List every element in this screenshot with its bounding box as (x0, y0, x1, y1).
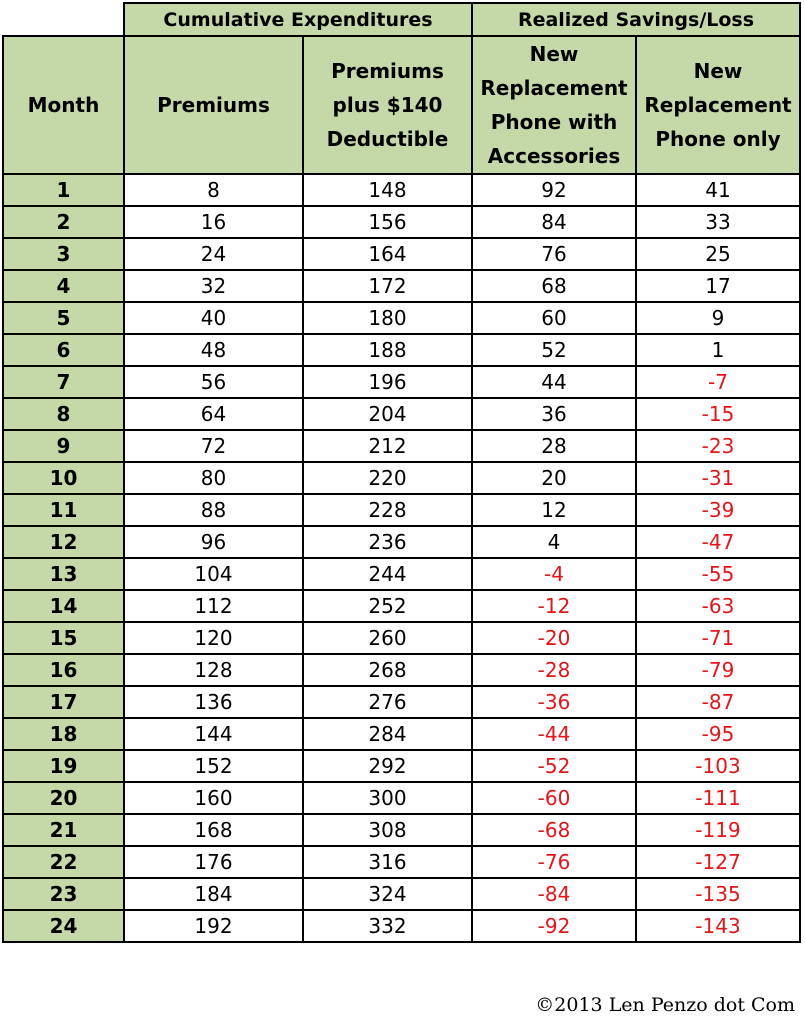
premiums-cell: 144 (124, 718, 303, 750)
month-cell: 8 (3, 398, 124, 430)
premiums-plus-deductible-cell: 260 (303, 622, 472, 654)
phone-with-accessories-cell: -52 (472, 750, 636, 782)
phone-with-accessories-cell: -60 (472, 782, 636, 814)
table-row (3, 494, 800, 526)
premiums-cell: 16 (124, 206, 303, 238)
premiums-cell: 72 (124, 430, 303, 462)
phone-only-cell: -119 (636, 814, 800, 846)
table-row (3, 846, 800, 878)
premiums-cell: 128 (124, 654, 303, 686)
premiums-cell: 120 (124, 622, 303, 654)
phone-only-cell: -47 (636, 526, 800, 558)
premiums-plus-deductible-cell: 252 (303, 590, 472, 622)
month-cell: 3 (3, 238, 124, 270)
premiums-plus-deductible-cell: 196 (303, 366, 472, 398)
phone-with-accessories-cell: 44 (472, 366, 636, 398)
column-header-phone-with-accessories: New Replacement Phone with Accessories (472, 36, 636, 174)
month-cell: 18 (3, 718, 124, 750)
premiums-cell: 160 (124, 782, 303, 814)
phone-only-cell: -7 (636, 366, 800, 398)
month-cell: 2 (3, 206, 124, 238)
phone-with-accessories-cell: -76 (472, 846, 636, 878)
month-cell: 24 (3, 910, 124, 942)
month-cell: 9 (3, 430, 124, 462)
month-cell: 4 (3, 270, 124, 302)
column-header-row (3, 36, 800, 174)
month-cell: 23 (3, 878, 124, 910)
premiums-plus-deductible-cell: 164 (303, 238, 472, 270)
premiums-plus-deductible-cell: 268 (303, 654, 472, 686)
phone-with-accessories-cell: -84 (472, 878, 636, 910)
phone-only-cell: 33 (636, 206, 800, 238)
premiums-plus-deductible-cell: 180 (303, 302, 472, 334)
month-cell: 13 (3, 558, 124, 590)
premiums-plus-deductible-cell: 244 (303, 558, 472, 590)
table-row (3, 366, 800, 398)
phone-only-cell: -135 (636, 878, 800, 910)
phone-only-cell: -103 (636, 750, 800, 782)
phone-with-accessories-cell: -12 (472, 590, 636, 622)
phone-only-cell: 41 (636, 174, 800, 206)
phone-only-cell: -111 (636, 782, 800, 814)
phone-with-accessories-cell: 28 (472, 430, 636, 462)
month-cell: 5 (3, 302, 124, 334)
table-row (3, 462, 800, 494)
premiums-plus-deductible-cell: 316 (303, 846, 472, 878)
phone-only-cell: -87 (636, 686, 800, 718)
phone-with-accessories-cell: 12 (472, 494, 636, 526)
copyright-notice: ©2013 Len Penzo dot Com (535, 994, 795, 1016)
phone-with-accessories-cell: 36 (472, 398, 636, 430)
phone-with-accessories-cell: 68 (472, 270, 636, 302)
phone-with-accessories-cell: -4 (472, 558, 636, 590)
phone-with-accessories-cell: 52 (472, 334, 636, 366)
column-header-month: Month (3, 36, 124, 174)
phone-only-cell: -31 (636, 462, 800, 494)
phone-only-cell: -71 (636, 622, 800, 654)
phone-only-cell: -55 (636, 558, 800, 590)
group-header-row (3, 3, 800, 36)
premiums-plus-deductible-cell: 188 (303, 334, 472, 366)
table-row (3, 270, 800, 302)
premiums-plus-deductible-cell: 148 (303, 174, 472, 206)
table-row (3, 878, 800, 910)
month-cell: 1 (3, 174, 124, 206)
month-cell: 7 (3, 366, 124, 398)
group-header-expenditures: Cumulative Expenditures (124, 3, 472, 36)
column-header-premiums-plus-deductible: Premiums plus $140 Deductible (303, 36, 472, 174)
premiums-plus-deductible-cell: 228 (303, 494, 472, 526)
table-row (3, 558, 800, 590)
group-header-savings: Realized Savings/Loss (472, 3, 800, 36)
phone-only-cell: -127 (636, 846, 800, 878)
phone-with-accessories-cell: -68 (472, 814, 636, 846)
premiums-cell: 32 (124, 270, 303, 302)
month-cell: 16 (3, 654, 124, 686)
premiums-plus-deductible-cell: 332 (303, 910, 472, 942)
table-row (3, 334, 800, 366)
column-header-phone-only: New Replacement Phone only (636, 36, 800, 174)
premiums-cell: 104 (124, 558, 303, 590)
premiums-plus-deductible-cell: 308 (303, 814, 472, 846)
table-row (3, 174, 800, 206)
phone-with-accessories-cell: 4 (472, 526, 636, 558)
premiums-cell: 168 (124, 814, 303, 846)
premiums-cell: 48 (124, 334, 303, 366)
phone-with-accessories-cell: -20 (472, 622, 636, 654)
phone-only-cell: -95 (636, 718, 800, 750)
phone-only-cell: -39 (636, 494, 800, 526)
table-row (3, 622, 800, 654)
premiums-plus-deductible-cell: 324 (303, 878, 472, 910)
month-cell: 14 (3, 590, 124, 622)
table-row (3, 590, 800, 622)
table-row (3, 750, 800, 782)
phone-only-cell: 25 (636, 238, 800, 270)
month-cell: 21 (3, 814, 124, 846)
phone-with-accessories-cell: 84 (472, 206, 636, 238)
phone-only-cell: -63 (636, 590, 800, 622)
month-cell: 11 (3, 494, 124, 526)
phone-with-accessories-cell: 76 (472, 238, 636, 270)
premiums-cell: 152 (124, 750, 303, 782)
phone-with-accessories-cell: -44 (472, 718, 636, 750)
premiums-plus-deductible-cell: 300 (303, 782, 472, 814)
month-cell: 12 (3, 526, 124, 558)
phone-with-accessories-cell: 20 (472, 462, 636, 494)
premiums-cell: 88 (124, 494, 303, 526)
premiums-plus-deductible-cell: 204 (303, 398, 472, 430)
phone-only-cell: 9 (636, 302, 800, 334)
premiums-plus-deductible-cell: 212 (303, 430, 472, 462)
phone-only-cell: -15 (636, 398, 800, 430)
premiums-cell: 136 (124, 686, 303, 718)
phone-only-cell: 1 (636, 334, 800, 366)
column-header-premiums: Premiums (124, 36, 303, 174)
month-cell: 20 (3, 782, 124, 814)
premiums-plus-deductible-cell: 292 (303, 750, 472, 782)
table-row (3, 238, 800, 270)
premiums-cell: 40 (124, 302, 303, 334)
savings-table (2, 2, 801, 943)
premiums-plus-deductible-cell: 156 (303, 206, 472, 238)
premiums-cell: 64 (124, 398, 303, 430)
month-cell: 15 (3, 622, 124, 654)
phone-only-cell: -79 (636, 654, 800, 686)
blank-corner-cell (3, 3, 124, 36)
table-row (3, 910, 800, 942)
table-row (3, 814, 800, 846)
phone-only-cell: -143 (636, 910, 800, 942)
phone-with-accessories-cell: -36 (472, 686, 636, 718)
premiums-plus-deductible-cell: 236 (303, 526, 472, 558)
table-row (3, 718, 800, 750)
table-row (3, 398, 800, 430)
premiums-cell: 24 (124, 238, 303, 270)
premiums-cell: 8 (124, 174, 303, 206)
premiums-cell: 56 (124, 366, 303, 398)
premiums-cell: 176 (124, 846, 303, 878)
table-row (3, 686, 800, 718)
table-row (3, 302, 800, 334)
month-cell: 19 (3, 750, 124, 782)
phone-with-accessories-cell: 60 (472, 302, 636, 334)
month-cell: 10 (3, 462, 124, 494)
premiums-cell: 112 (124, 590, 303, 622)
phone-only-cell: -23 (636, 430, 800, 462)
table-body (3, 3, 800, 942)
premiums-plus-deductible-cell: 220 (303, 462, 472, 494)
phone-with-accessories-cell: -92 (472, 910, 636, 942)
premiums-cell: 96 (124, 526, 303, 558)
table-row (3, 206, 800, 238)
table-row (3, 654, 800, 686)
table-row (3, 782, 800, 814)
premiums-plus-deductible-cell: 284 (303, 718, 472, 750)
premiums-plus-deductible-cell: 276 (303, 686, 472, 718)
phone-with-accessories-cell: 92 (472, 174, 636, 206)
premiums-cell: 184 (124, 878, 303, 910)
phone-only-cell: 17 (636, 270, 800, 302)
premiums-plus-deductible-cell: 172 (303, 270, 472, 302)
table-row (3, 526, 800, 558)
month-cell: 6 (3, 334, 124, 366)
premiums-cell: 80 (124, 462, 303, 494)
premiums-cell: 192 (124, 910, 303, 942)
month-cell: 22 (3, 846, 124, 878)
table-row (3, 430, 800, 462)
phone-with-accessories-cell: -28 (472, 654, 636, 686)
month-cell: 17 (3, 686, 124, 718)
